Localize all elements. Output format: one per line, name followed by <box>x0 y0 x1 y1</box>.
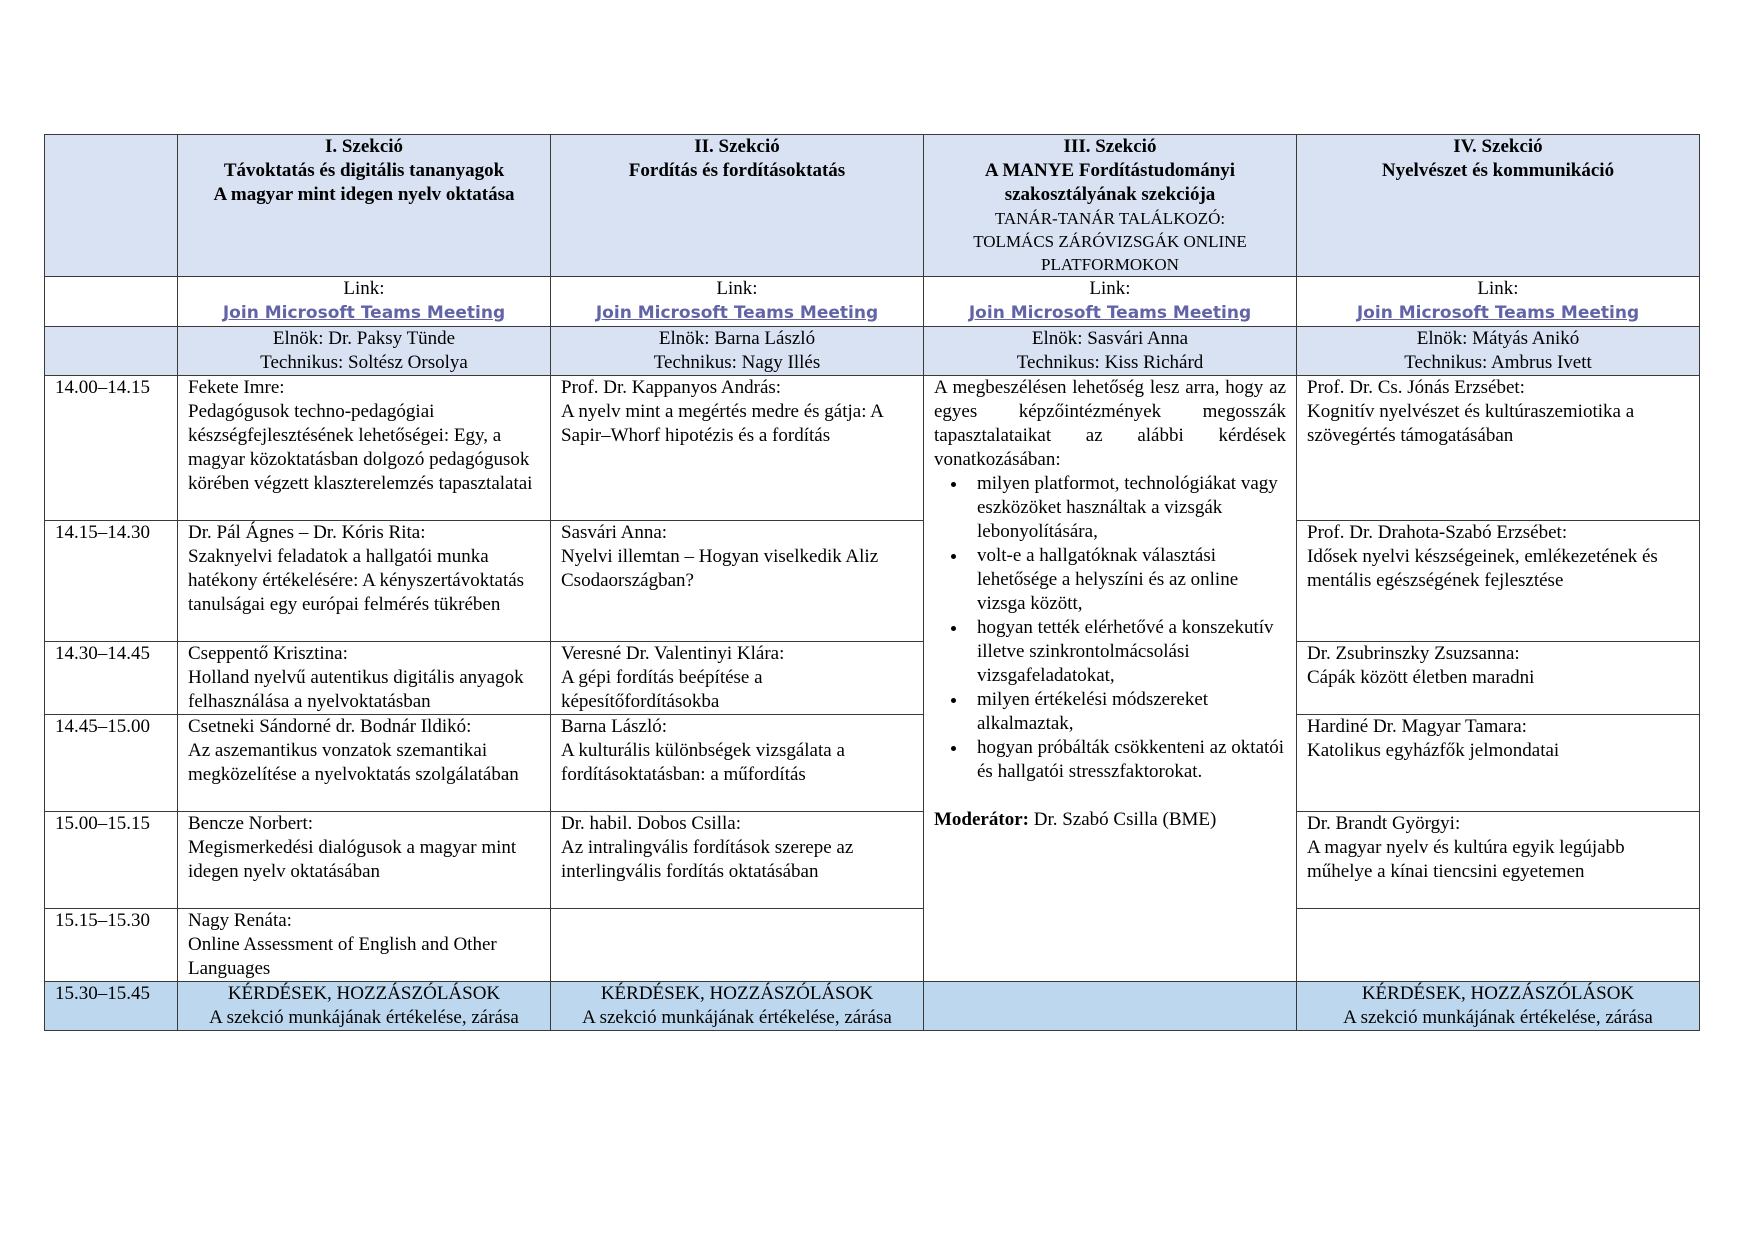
presenter: Dr. Pál Ágnes – Dr. Kóris Rita: <box>188 522 426 543</box>
talk-title: Online Assessment of English and Other Languages <box>188 934 497 979</box>
talk-cell <box>1297 376 1700 521</box>
chairs-row <box>45 327 1700 376</box>
talk-cell <box>178 521 551 642</box>
section-3-description <box>924 376 1297 982</box>
talk-title: Pedagógusok techno-pedagógiai készségfejlesztésének lehetőségei: Egy, a magyar közoktatásban dolgozó pedagógusok körében végzett klaszterelemzés tapasztalatai <box>188 401 533 494</box>
closing-label: A szekció munkájának értékelése, zárása <box>582 1007 892 1028</box>
program-table <box>44 134 1700 1031</box>
questions-label: KÉRDÉSEK, HOZZÁSZÓLÁSOK <box>1361 983 1635 1004</box>
technician-name: Technikus: Ambrus Ivett <box>1404 352 1592 373</box>
talk-cell <box>178 715 551 812</box>
section-title: A magyar mint idegen nyelv oktatása <box>213 184 515 205</box>
teams-meeting-link[interactable]: Join Microsoft Teams Meeting <box>968 303 1252 323</box>
talk-title: Az intralingvális fordítások szerepe az interlingvális fordítás oktatásában <box>561 837 854 882</box>
presenter: Dr. habil. Dobos Csilla: <box>561 813 741 834</box>
section-header-row <box>45 135 1700 277</box>
teams-meeting-link[interactable]: Join Microsoft Teams Meeting <box>222 303 506 323</box>
technician-name: Technikus: Soltész Orsolya <box>260 352 468 373</box>
talk-cell <box>551 642 924 715</box>
talk-title: A magyar nyelv és kultúra egyik legújabb műhelye a kínai tiencsini egyetemen <box>1307 837 1625 882</box>
presenter: Cseppentő Krisztina: <box>188 643 348 664</box>
talk-title: Megismerkedési dialógusok a magyar mint idegen nyelv oktatásában <box>188 837 517 882</box>
closing-cell <box>1297 982 1700 1031</box>
section-2-link-cell <box>551 277 924 327</box>
talk-cell <box>551 376 924 521</box>
talk-title: Idősek nyelvi készségeinek, emlékezetének és mentális egészségének fejlesztése <box>1307 546 1658 591</box>
talk-cell <box>178 909 551 982</box>
link-label: Link: <box>1089 278 1131 299</box>
section-1-header <box>178 135 551 277</box>
closing-label: A szekció munkájának értékelése, zárása <box>209 1007 519 1028</box>
time-slot-row <box>45 715 1700 812</box>
talk-cell <box>1297 715 1700 812</box>
presenter: Prof. Dr. Cs. Jónás Erzsébet: <box>1307 377 1525 398</box>
talk-title: Holland nyelvű autentikus digitális anyagok felhasználása a nyelvoktatásban <box>188 667 524 712</box>
talk-title: Katolikus egyházfők jelmondatai <box>1307 740 1560 761</box>
presenter: Fekete Imre: <box>188 377 285 398</box>
question-item: • hogyan próbálták csökkenteni az oktatói és hallgatói stresszfaktorokat. <box>968 736 1286 784</box>
talk-title: Az aszemantikus vonzatok szemantikai megközelítése a nyelvoktatás szolgálatában <box>188 740 519 785</box>
link-label: Link: <box>716 278 758 299</box>
talk-cell <box>551 715 924 812</box>
talk-title: A nyelv mint a megértés medre és gátja: A Sapir–Whorf hipotézis és a fordítás <box>561 401 883 446</box>
presenter: Prof. Dr. Kappanyos András: <box>561 377 782 398</box>
time-slot: 15.15–15.30 <box>45 909 178 982</box>
questions-label: KÉRDÉSEK, HOZZÁSZÓLÁSOK <box>227 983 501 1004</box>
section-number: III. Szekció <box>1063 136 1157 157</box>
presenter: Hardiné Dr. Magyar Tamara: <box>1307 716 1527 737</box>
link-label: Link: <box>343 278 385 299</box>
links-empty-cell <box>45 277 178 327</box>
time-slot: 14.15–14.30 <box>45 521 178 642</box>
header-empty-cell <box>45 135 178 277</box>
section-1-link-cell <box>178 277 551 327</box>
technician-name: Technikus: Kiss Richárd <box>1016 352 1204 373</box>
talk-title: A gépi fordítás beépítése a képesítőfordításokba <box>561 667 763 712</box>
time-slot: 15.00–15.15 <box>45 812 178 909</box>
presenter: Csetneki Sándorné dr. Bodnár Ildikó: <box>188 716 472 737</box>
empty-talk-cell <box>1297 909 1700 982</box>
section-4-header <box>1297 135 1700 277</box>
talk-title: A kulturális különbségek vizsgálata a fordításoktatásban: a műfordítás <box>561 740 845 785</box>
section-subtitle: TANÁR-TANÁR TALÁLKOZÓ: <box>994 209 1226 228</box>
section-3-intro: A megbeszélésen lehetőség lesz arra, hogy az egyes képzőintézmények megosszák tapasztalataikat az alábbi kérdések vonatkozásában: <box>934 377 1286 470</box>
section-2-header <box>551 135 924 277</box>
talk-cell <box>178 812 551 909</box>
presenter: Sasvári Anna: <box>561 522 668 543</box>
time-slot-row <box>45 812 1700 909</box>
talk-title: Kognitív nyelvészet és kultúraszemiotika a szövegértés támogatásában <box>1307 401 1635 446</box>
talk-title: Szaknyelvi feladatok a hallgatói munka hatékony értékelésére: A kényszertávoktatás tanulságai egy európai felmérés tükrében <box>188 546 525 615</box>
section-3-link-cell <box>924 277 1297 327</box>
talk-title: Cápák között életben maradni <box>1307 667 1535 688</box>
time-slot-row <box>45 909 1700 982</box>
teams-meeting-link[interactable]: Join Microsoft Teams Meeting <box>1356 303 1640 323</box>
time-slot: 14.45–15.00 <box>45 715 178 812</box>
section-3-header <box>924 135 1297 277</box>
talk-cell <box>551 521 924 642</box>
talk-cell <box>1297 812 1700 909</box>
section-4-link-cell <box>1297 277 1700 327</box>
presenter: Veresné Dr. Valentinyi Klára: <box>561 643 785 664</box>
section-number: II. Szekció <box>694 136 780 157</box>
questions-label: KÉRDÉSEK, HOZZÁSZÓLÁSOK <box>600 983 874 1004</box>
section-4-chairs <box>1297 327 1700 376</box>
section-title: Távoktatás és digitális tananyagok <box>223 160 505 181</box>
closing-empty-cell <box>924 982 1297 1031</box>
time-slot: 15.30–15.45 <box>45 982 178 1031</box>
section-subtitle: TOLMÁCS ZÁRÓVIZSGÁK ONLINE PLATFORMOKON <box>973 232 1247 274</box>
section-number: IV. Szekció <box>1453 136 1543 157</box>
chair-name: Elnök: Dr. Paksy Tünde <box>272 328 456 349</box>
presenter: Barna László: <box>561 716 668 737</box>
time-slot-row <box>45 521 1700 642</box>
talk-cell <box>551 812 924 909</box>
section-1-chairs <box>178 327 551 376</box>
question-item: • milyen platformot, technológiákat vagy eszközöket használtak a vizsgák lebonyolítására, <box>968 472 1286 544</box>
chair-name: Elnök: Mátyás Anikó <box>1416 328 1580 349</box>
presenter: Nagy Renáta: <box>188 910 292 931</box>
talk-cell <box>178 376 551 521</box>
links-row <box>45 277 1700 327</box>
presenter: Bencze Norbert: <box>188 813 314 834</box>
moderator-name: Dr. Szabó Csilla (BME) <box>1028 809 1217 830</box>
moderator-label: Moderátor: <box>934 809 1029 830</box>
time-slot-row <box>45 642 1700 715</box>
closing-row <box>45 982 1700 1031</box>
question-item: • volt-e a hallgatóknak választási lehetősége a helyszíni és az online vizsga között, <box>968 544 1286 616</box>
closing-cell <box>178 982 551 1031</box>
empty-talk-cell <box>551 909 924 982</box>
question-item: • hogyan tették elérhetővé a konszekutív illetve szinkrontolmácsolási vizsgafeladatokat, <box>968 616 1286 688</box>
technician-name: Technikus: Nagy Illés <box>653 352 821 373</box>
presenter: Prof. Dr. Drahota-Szabó Erzsébet: <box>1307 522 1568 543</box>
time-slot: 14.30–14.45 <box>45 642 178 715</box>
section-3-chairs <box>924 327 1297 376</box>
section-number: I. Szekció <box>324 136 404 157</box>
time-slot-row <box>45 376 1700 521</box>
talk-cell <box>1297 642 1700 715</box>
chairs-empty-cell <box>45 327 178 376</box>
talk-title: Nyelvi illemtan – Hogyan viselkedik Aliz Csodaországban? <box>561 546 879 591</box>
moderator <box>934 808 1286 832</box>
section-2-chairs <box>551 327 924 376</box>
section-title: Fordítás és fordításoktatás <box>628 160 846 181</box>
section-3-question-list <box>934 472 1286 784</box>
talk-cell <box>178 642 551 715</box>
teams-meeting-link[interactable]: Join Microsoft Teams Meeting <box>595 303 879 323</box>
presenter: Dr. Zsubrinszky Zsuzsanna: <box>1307 643 1520 664</box>
time-slot: 14.00–14.15 <box>45 376 178 521</box>
link-label: Link: <box>1477 278 1519 299</box>
section-title: A MANYE Fordítástudományi szakosztályának szekciója <box>984 160 1236 205</box>
closing-cell <box>551 982 924 1031</box>
presenter: Dr. Brandt Györgyi: <box>1307 813 1461 834</box>
closing-label: A szekció munkájának értékelése, zárása <box>1343 1007 1653 1028</box>
chair-name: Elnök: Barna László <box>658 328 816 349</box>
talk-cell <box>1297 521 1700 642</box>
chair-name: Elnök: Sasvári Anna <box>1031 328 1189 349</box>
question-item: • milyen értékelési módszereket alkalmaztak, <box>968 688 1286 736</box>
section-title: Nyelvészet és kommunikáció <box>1381 160 1615 181</box>
